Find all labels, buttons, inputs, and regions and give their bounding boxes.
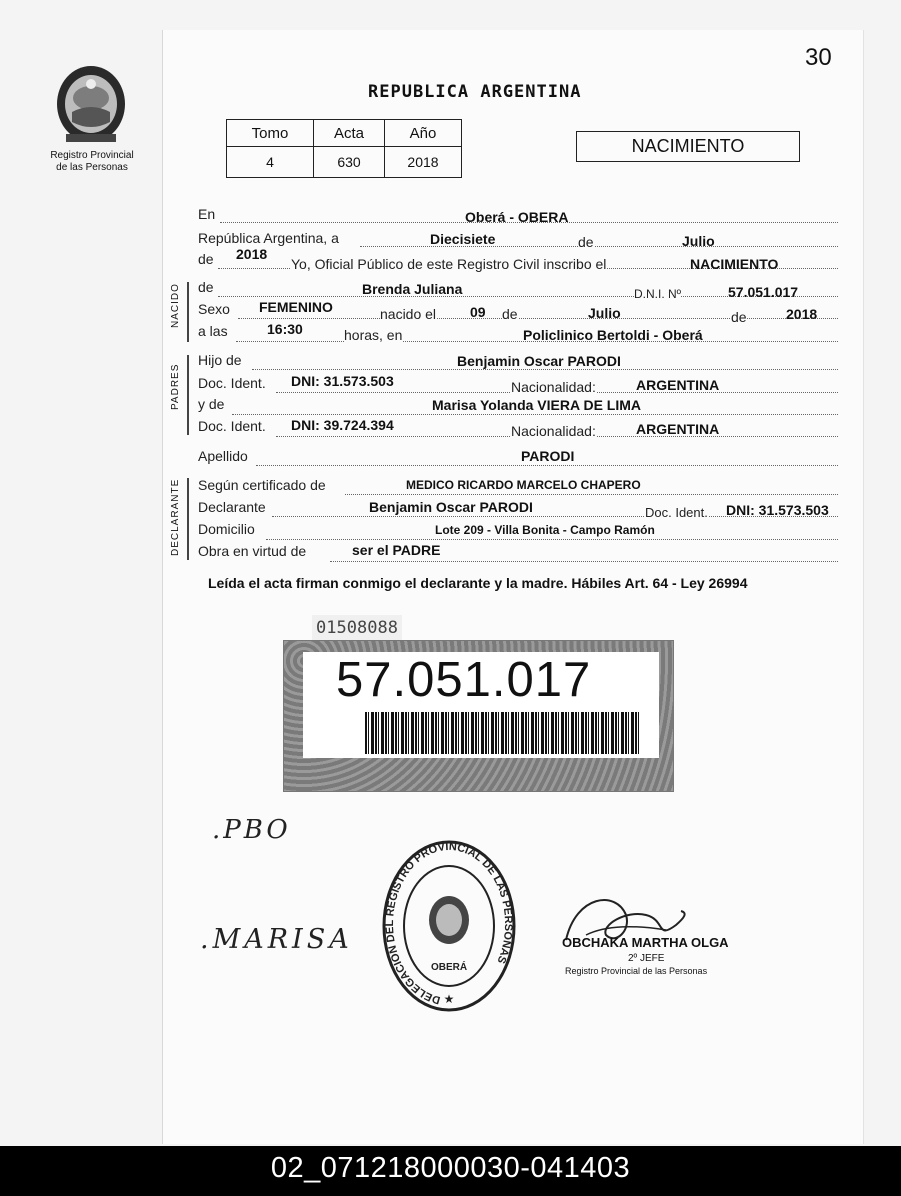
section-label-declarante: DECLARANTE bbox=[170, 478, 181, 556]
registry-name-line1: Registro Provincial bbox=[50, 150, 134, 161]
label-apellido: Apellido bbox=[198, 448, 248, 464]
label-declarante: Declarante bbox=[198, 499, 266, 515]
label-oficial: Yo, Oficial Público de este Registro Civil inscribo el bbox=[291, 256, 606, 276]
tomo-acta-anio-table bbox=[226, 119, 462, 178]
closing-note: Leída el acta firman conmigo el declarante y la madre. Hábiles Art. 64 - Ley 26994 bbox=[208, 575, 748, 591]
header-anio: Año bbox=[385, 120, 462, 147]
value-padre: Benjamin Oscar PARODI bbox=[457, 353, 621, 369]
value-mes-nac: Julio bbox=[588, 305, 621, 321]
value-sexo: FEMENINO bbox=[259, 299, 333, 315]
svg-text:★: ★ bbox=[443, 992, 455, 1006]
value-virtud: ser el PADRE bbox=[352, 542, 441, 558]
value-anio: 2018 bbox=[236, 246, 268, 262]
label-de-name: de bbox=[198, 279, 214, 295]
label-de-year2: de bbox=[731, 309, 747, 329]
value-padre-nac: ARGENTINA bbox=[636, 377, 720, 393]
label-nacionalidad-padre: Nacionalidad: bbox=[511, 379, 596, 399]
value-madre: Marisa Yolanda VIERA DE LIMA bbox=[432, 397, 642, 413]
label-a-las: a las bbox=[198, 323, 228, 339]
value-apellido: PARODI bbox=[521, 448, 575, 464]
svg-text:OBERÁ: OBERÁ bbox=[430, 962, 468, 973]
label-republica: República Argentina, a bbox=[198, 230, 339, 246]
barcode-icon bbox=[365, 712, 640, 754]
value-dni: 57.051.017 bbox=[728, 284, 799, 300]
signer-name: OBCHAKA MARTHA OLGA bbox=[562, 935, 729, 950]
header-acta: Acta bbox=[314, 120, 385, 147]
sticker-number: 57.051.017 bbox=[336, 653, 592, 707]
label-domicilio: Domicilio bbox=[198, 521, 255, 537]
document-title: REPUBLICA ARGENTINA bbox=[368, 82, 582, 102]
label-horas-en: horas, en bbox=[344, 327, 402, 347]
footer-code: 02_071218000030-041403 bbox=[0, 1146, 901, 1196]
value-declarante-doc: DNI: 31.573.503 bbox=[726, 502, 829, 518]
value-certificado: MEDICO RICARDO MARCELO CHAPERO bbox=[406, 478, 641, 492]
province-coat-of-arms-logo bbox=[52, 62, 130, 146]
value-anio-nac: 2018 bbox=[786, 306, 818, 322]
page-number: 30 bbox=[805, 44, 832, 71]
value-domicilio: Lote 209 - Villa Bonita - Campo Ramón bbox=[435, 523, 655, 537]
section-divider-declarante bbox=[187, 478, 189, 560]
value-padre-doc: DNI: 31.573.503 bbox=[291, 373, 394, 389]
label-nacionalidad-madre: Nacionalidad: bbox=[511, 423, 596, 443]
value-dia: 09 bbox=[470, 304, 486, 320]
section-divider-nacido bbox=[187, 282, 189, 342]
record-type-box: NACIMIENTO bbox=[576, 131, 800, 162]
value-nombre: Brenda Juliana bbox=[362, 281, 463, 297]
value-mes: Julio bbox=[682, 233, 715, 249]
value-madre-nac: ARGENTINA bbox=[636, 421, 720, 437]
label-sexo: Sexo bbox=[198, 301, 230, 317]
value-acta: 630 bbox=[314, 147, 385, 178]
handwritten-signature: .MARISA bbox=[200, 924, 353, 955]
label-doc-ident-declarante: Doc. Ident. bbox=[645, 505, 708, 525]
label-de-day: de bbox=[502, 306, 518, 326]
section-label-nacido: NACIDO bbox=[170, 283, 181, 328]
signer-organization: Registro Provincial de las Personas bbox=[565, 966, 708, 976]
sticker-serial: 01508088 bbox=[312, 615, 402, 641]
signer-role: 2º JEFE bbox=[628, 953, 665, 964]
label-dni: D.N.I. Nº bbox=[634, 287, 681, 307]
label-nacido-el: nacido el bbox=[380, 306, 436, 326]
label-obra-en-virtud: Obra en virtud de bbox=[198, 543, 307, 559]
label-en: En bbox=[198, 206, 216, 222]
value-tipo: NACIMIENTO bbox=[690, 256, 779, 272]
value-madre-doc: DNI: 39.724.394 bbox=[291, 417, 394, 433]
label-y-de: y de bbox=[198, 396, 225, 412]
delegation-seal-stamp bbox=[380, 838, 518, 1014]
label-doc-ident-padre: Doc. Ident. bbox=[198, 375, 266, 391]
section-divider-padres bbox=[187, 355, 189, 435]
label-segun-certificado: Según certificado de bbox=[198, 477, 326, 493]
label-de-month: de bbox=[578, 234, 594, 254]
value-dia-texto: Diecisiete bbox=[430, 231, 496, 247]
value-hora: 16:30 bbox=[267, 321, 303, 337]
registry-name bbox=[30, 150, 154, 174]
handwritten-initials: .PBO bbox=[212, 815, 291, 845]
section-label-padres: PADRES bbox=[170, 363, 181, 410]
value-lugar: Oberá - OBERA bbox=[465, 209, 569, 225]
value-declarante: Benjamin Oscar PARODI bbox=[369, 499, 533, 515]
label-hijo-de: Hijo de bbox=[198, 352, 242, 368]
value-lugar-nac: Policlinico Bertoldi - Oberá bbox=[523, 327, 703, 343]
label-doc-ident-madre: Doc. Ident. bbox=[198, 418, 266, 434]
value-tomo: 4 bbox=[227, 147, 314, 178]
registry-name-line2: de las Personas bbox=[56, 162, 128, 173]
svg-text:DELEGACION DEL REGISTRO PROVIN: DELEGACION DEL REGISTRO PROVINCIAL DE LAS PERSONAS bbox=[384, 840, 515, 1007]
value-anio: 2018 bbox=[385, 147, 462, 178]
header-tomo: Tomo bbox=[227, 120, 314, 147]
label-de-year: de bbox=[198, 251, 214, 267]
